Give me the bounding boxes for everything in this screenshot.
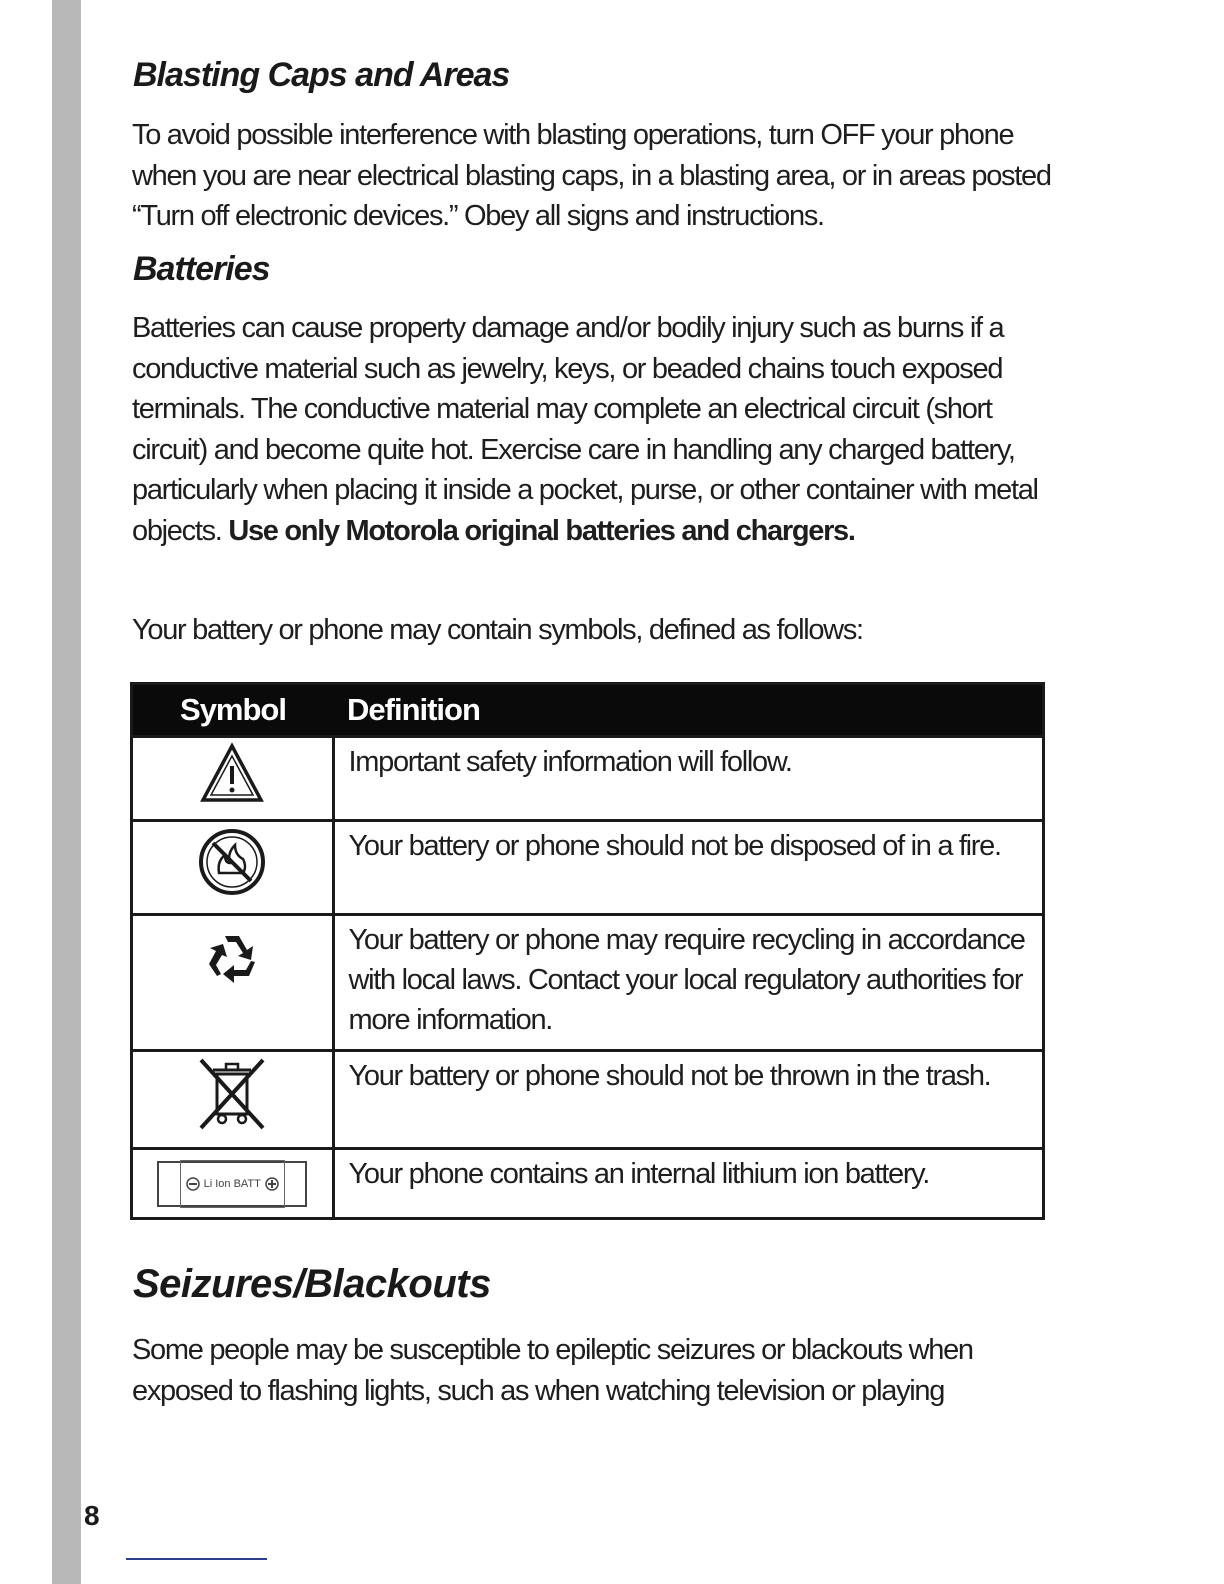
symbol-cell [132, 1051, 334, 1149]
table-row [132, 1149, 1044, 1219]
symbol-cell [132, 821, 334, 915]
battery-label-inner [180, 1160, 285, 1208]
batteries-body-text: Batteries can cause property damage and/or bodily injury such as burns if a conductive material such as jewelry, keys, or beaded chains touch exposed terminals. The conductive material may complete an electrical circuit (short circuit) and become quite hot. Exercise care in handling any charged battery, particularly when placing it inside a pocket, purse, or other container with metal objects. [132, 312, 1038, 547]
battery-label-text: Li Ion BATT [203, 1177, 261, 1190]
definition-cell: Important safety information will follow. [333, 737, 1044, 821]
definition-cell: Your battery or phone should not be disposed of in a fire. [333, 821, 1044, 915]
blasting-paragraph: To avoid possible interference with blasting operations, turn OFF your phone when you are near electrical blasting caps, in a blasting area, or in areas posted “Turn off electronic devices.” Obey all signs and instructions. [132, 119, 1051, 232]
symbol-definition-table [130, 682, 1045, 1220]
symbol-cell [132, 737, 334, 821]
symbols-intro: Your battery or phone may contain symbols, defined as follows: [132, 614, 863, 646]
no-fire-icon [197, 827, 267, 897]
batteries-heading: Batteries [133, 250, 270, 288]
blasting-heading: Blasting Caps and Areas [133, 56, 510, 94]
seizures-heading: Seizures/Blackouts [133, 1262, 491, 1306]
batteries-emphasis-text: Use only Motorola original batteries and chargers. [228, 514, 855, 547]
symbol-column-header: Symbol [132, 684, 334, 737]
minus-terminal-icon [186, 1177, 200, 1191]
definition-column-header: Definition [333, 684, 1044, 737]
table-row [132, 737, 1044, 821]
no-trash-bin-icon [193, 1056, 271, 1132]
page-number: 8 [84, 1500, 100, 1531]
definition-cell: Your phone contains an internal lithium ion battery. [333, 1149, 1044, 1219]
plus-terminal-icon [265, 1177, 279, 1191]
recycle-icon [201, 930, 263, 988]
symbol-cell [132, 1149, 334, 1219]
batteries-paragraph [132, 308, 1042, 551]
definition-cell: Your battery or phone may require recycling in accordance with local laws. Contact your local regulatory authorities for more information. [333, 915, 1044, 1051]
table-row [132, 821, 1044, 915]
warning-triangle-icon [199, 742, 265, 804]
li-ion-battery-icon [157, 1161, 307, 1207]
table-header-row [132, 684, 1044, 737]
symbol-cell [132, 915, 334, 1051]
seizures-paragraph: Some people may be susceptible to epileptic seizures or blackouts when exposed to flashing lights, such as when watching television or playing [132, 1334, 973, 1407]
table-row [132, 1051, 1044, 1149]
table-row [132, 915, 1044, 1051]
footer-rule [126, 1558, 267, 1560]
definition-cell: Your battery or phone should not be thrown in the trash. [333, 1051, 1044, 1149]
